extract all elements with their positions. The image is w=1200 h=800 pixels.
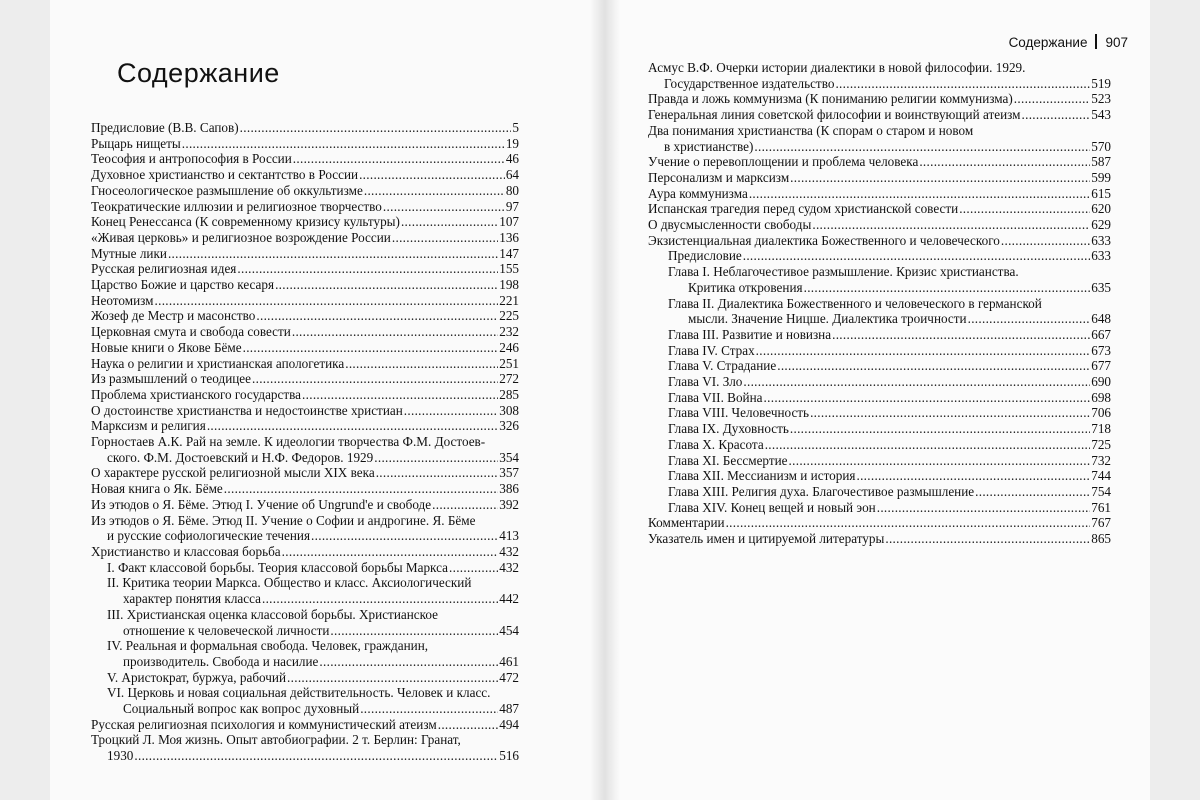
toc-page-number: 667	[1091, 326, 1111, 342]
dot-leader	[237, 261, 498, 277]
toc-entry-title-line: и русские софиологические течения	[107, 528, 311, 544]
toc-page-number: 326	[499, 418, 519, 434]
toc-entry[interactable]	[648, 421, 1111, 437]
toc-page-number: 487	[499, 701, 519, 717]
toc-page-number: 744	[1091, 468, 1111, 484]
toc-entry-title-line: Мутные лики	[91, 245, 167, 261]
dot-leader	[207, 418, 498, 434]
dot-leader	[438, 717, 499, 733]
toc-entry-title-line: I. Факт классовой борьбы. Теория классовой борьбы Маркса	[107, 559, 448, 575]
toc-entry-title-line: Социальный вопрос как вопрос духовный	[123, 701, 360, 717]
dot-leader	[968, 311, 1091, 327]
toc-page-number: 136	[499, 229, 519, 245]
toc-entry-title-line: Марксизм и религия	[91, 418, 206, 434]
toc-entry-title-line: Глава VIII. Человечность	[668, 405, 810, 421]
toc-entry[interactable]	[648, 296, 1111, 327]
toc-entry-title-line: Государственное издательство	[664, 75, 835, 91]
toc-entry[interactable]	[91, 387, 519, 403]
toc-page-number: 5	[512, 120, 519, 135]
toc-page-number: 413	[499, 528, 519, 544]
toc-entry[interactable]	[91, 434, 519, 465]
toc-entry-title-line: Из этюдов о Я. Бёме. Этюд II. Учение о Софии и андрогине. Я. Бёме	[91, 512, 476, 528]
toc-page-number: 494	[499, 716, 519, 732]
toc-entry-title-line: Генеральная линия советской философии и воинствующий атеизм	[648, 107, 1021, 123]
toc-entry[interactable]	[91, 607, 519, 638]
toc-entry[interactable]	[648, 468, 1111, 484]
toc-page-number: 232	[499, 324, 519, 340]
toc-entry-title-line: Глава V. Страдание	[668, 358, 777, 374]
toc-page-number: 633	[1091, 248, 1111, 264]
toc-entry[interactable]	[91, 356, 519, 372]
dot-leader	[743, 374, 1090, 390]
toc-entry[interactable]	[648, 374, 1111, 390]
toc-entry[interactable]	[91, 560, 519, 576]
toc-entry-title-line: характер понятия класса	[123, 591, 261, 607]
toc-entry[interactable]	[648, 154, 1111, 170]
toc-entry[interactable]	[91, 183, 519, 199]
dot-leader	[319, 654, 498, 670]
toc-page-number: 198	[499, 277, 519, 293]
toc-entry-title-line: II. Критика теории Маркса. Общество и класс. Аксиологический	[107, 575, 472, 591]
toc-page-number: 432	[499, 559, 519, 575]
toc-entry-title-line: Предисловие	[668, 248, 742, 264]
toc-page-number: 673	[1091, 342, 1111, 358]
dot-leader	[376, 465, 499, 481]
toc-page-number: 246	[499, 339, 519, 355]
dot-leader	[790, 170, 1090, 186]
toc-entry[interactable]	[91, 418, 519, 434]
toc-entry[interactable]	[648, 217, 1111, 233]
dot-leader	[764, 390, 1091, 406]
dot-leader	[756, 343, 1091, 359]
toc-page-number: 354	[499, 449, 519, 465]
toc-entry-title-line: IV. Реальная и формальная свобода. Человек, гражданин,	[107, 638, 429, 654]
toc-entry-title-line: Наука о религии и христианская апологетика	[91, 355, 345, 371]
toc-entry[interactable]	[648, 515, 1111, 531]
dot-leader	[877, 500, 1090, 516]
toc-page-number: 635	[1091, 279, 1111, 295]
dot-leader	[432, 497, 498, 513]
toc-entry[interactable]	[648, 358, 1111, 374]
toc-entry-title-line: VI. Церковь и новая социальная действительность. Человек и класс.	[107, 685, 491, 701]
dot-leader	[959, 201, 1090, 217]
dot-leader	[287, 670, 498, 686]
page-title: Содержание	[117, 58, 280, 88]
dot-leader	[262, 591, 498, 607]
toc-entry-title-line: Глава I. Неблагочестивое размышление. Кризис христианства.	[668, 264, 1019, 280]
toc-entry-title-line: Асмус В.Ф. Очерки истории диалектики в новой философии. 1929.	[648, 60, 1026, 75]
toc-entry-title-line: Новые книги о Якове Бёме	[91, 339, 242, 355]
toc-entry-title-line: О двусмысленности свободы	[648, 217, 812, 233]
toc-entry[interactable]	[91, 685, 519, 716]
header-title: Содержание	[1008, 35, 1088, 50]
toc-entry[interactable]	[91, 481, 519, 497]
dot-leader	[182, 136, 505, 152]
toc-entry[interactable]	[91, 403, 519, 419]
toc-entry-title-line: Теософия и антропософия в России	[91, 151, 292, 167]
toc-entry[interactable]	[91, 277, 519, 293]
dot-leader	[790, 421, 1090, 437]
dot-leader	[777, 358, 1090, 374]
toc-entry-title-line: ского. Ф.М. Достоевский и Н.Ф. Федоров. 1929	[107, 449, 374, 465]
dot-leader	[975, 484, 1090, 500]
toc-entry-title-line: Русская религиозная идея	[91, 261, 237, 277]
toc-entry[interactable]	[91, 167, 519, 183]
toc-page-number: 718	[1091, 421, 1111, 437]
toc-left-column	[91, 120, 519, 764]
dot-leader	[885, 531, 1090, 547]
toc-entry-title-line: Критика откровения	[688, 279, 803, 295]
toc-page-number: 587	[1091, 154, 1111, 170]
toc-entry[interactable]	[91, 293, 519, 309]
dot-leader	[812, 217, 1090, 233]
toc-entry[interactable]	[91, 308, 519, 324]
toc-entry[interactable]	[91, 120, 519, 136]
toc-entry-title-line: Неотомизм	[91, 292, 154, 308]
toc-entry-title-line: Рыцарь нищеты	[91, 135, 181, 151]
toc-entry[interactable]	[648, 343, 1111, 359]
toc-entry-title-line: Предисловие (В.В. Сапов)	[91, 120, 239, 135]
dot-leader	[330, 623, 498, 639]
toc-page-number: 155	[499, 261, 519, 277]
toc-entry-title-line: Духовное христианство и сектантство в России	[91, 167, 359, 183]
toc-entry-title-line: Из размышлений о теодицее	[91, 371, 252, 387]
toc-page-number: 648	[1091, 311, 1111, 327]
toc-page-number: 615	[1091, 185, 1111, 201]
toc-entry-title-line: Русская религиозная психология и коммунистический атеизм	[91, 716, 437, 732]
toc-entry[interactable]	[648, 91, 1111, 107]
toc-entry[interactable]	[648, 233, 1111, 249]
dot-leader	[804, 280, 1091, 296]
toc-entry[interactable]	[648, 327, 1111, 343]
toc-entry[interactable]	[91, 717, 519, 733]
dot-leader	[404, 403, 498, 419]
toc-entry[interactable]	[91, 230, 519, 246]
toc-page-number: 147	[499, 245, 519, 261]
toc-page-number: 251	[499, 355, 519, 371]
toc-page-number: 516	[499, 748, 519, 764]
toc-page-number: 570	[1091, 138, 1111, 154]
toc-entry-title-line: Два понимания христианства (К спорам о старом и новом	[648, 122, 974, 138]
toc-page-number: 454	[499, 622, 519, 638]
toc-entry[interactable]	[91, 324, 519, 340]
dot-leader	[275, 277, 498, 293]
toc-page-number: 432	[499, 543, 519, 559]
dot-leader	[726, 515, 1091, 531]
toc-entry[interactable]	[648, 437, 1111, 453]
toc-entry-title-line: Жозеф де Местр и масонство	[91, 308, 256, 324]
toc-entry[interactable]	[648, 453, 1111, 469]
dot-leader	[1022, 107, 1091, 123]
toc-entry-title-line: Глава IX. Духовность	[668, 421, 789, 437]
toc-entry[interactable]	[91, 732, 519, 763]
toc-entry[interactable]	[91, 199, 519, 215]
running-header	[1009, 34, 1128, 50]
toc-entry-title-line: Глава XIII. Религия духа. Благочестивое размышление	[668, 483, 975, 499]
dot-leader	[243, 340, 499, 356]
toc-entry[interactable]	[648, 248, 1111, 264]
toc-entry-title-line: Персонализм и марксизм	[648, 169, 790, 185]
toc-page-number: 272	[499, 371, 519, 387]
toc-entry-title-line: отношение к человеческой личности	[123, 622, 330, 638]
dot-leader	[810, 405, 1090, 421]
toc-entry-title-line: Аура коммунизма	[648, 185, 748, 201]
toc-entry-title-line: в христианстве)	[664, 138, 754, 154]
toc-entry-title-line: Церковная смута и свобода совести	[91, 324, 291, 340]
toc-page-number: 221	[499, 292, 519, 308]
toc-page-number: 19	[505, 135, 519, 151]
toc-entry-title-line: Учение о перевоплощении и проблема человека	[648, 154, 919, 170]
toc-page-number: 620	[1091, 201, 1111, 217]
toc-entry-title-line: Конец Ренессанса (К современному кризису культуры)	[91, 214, 400, 230]
toc-entry[interactable]	[91, 670, 519, 686]
toc-page-number: 629	[1091, 217, 1111, 233]
dot-leader	[743, 248, 1090, 264]
toc-entry-title-line: Глава II. Диалектика Божественного и человеческого в германской	[668, 295, 1042, 311]
toc-page-number: 754	[1091, 483, 1111, 499]
toc-page-number: 732	[1091, 452, 1111, 468]
toc-entry-title-line: Царство Божие и царство кесаря	[91, 277, 275, 293]
dot-leader	[360, 701, 498, 717]
toc-entry[interactable]	[648, 484, 1111, 500]
toc-page-number: 461	[499, 653, 519, 669]
toc-entry-title-line: Проблема христианского государства	[91, 386, 302, 402]
toc-entry[interactable]	[648, 123, 1111, 154]
toc-entry[interactable]	[91, 246, 519, 262]
toc-page-number: 761	[1091, 499, 1111, 515]
dot-leader	[765, 437, 1091, 453]
toc-page-number: 690	[1091, 374, 1111, 390]
dot-leader	[345, 356, 498, 372]
toc-entry[interactable]	[648, 405, 1111, 421]
toc-entry[interactable]	[648, 60, 1111, 91]
dot-leader	[155, 293, 499, 309]
toc-page-number: 46	[505, 151, 519, 167]
dot-leader	[359, 167, 505, 183]
toc-entry[interactable]	[91, 575, 519, 606]
toc-page-number: 80	[505, 182, 519, 198]
toc-entry-title-line: Теократические иллюзии и религиозное творчество	[91, 198, 382, 214]
header-page-number: 907	[1105, 35, 1128, 50]
toc-entry-title-line: О достоинстве христианства и недостоинстве христиан	[91, 402, 403, 418]
toc-page-number: 64	[505, 167, 519, 183]
dot-leader	[789, 453, 1091, 469]
book-gutter	[590, 0, 620, 800]
toc-entry-title-line: «Живая церковь» и религиозное возрождение России	[91, 229, 391, 245]
toc-entry-title-line: III. Христианская оценка классовой борьбы. Христианское	[107, 606, 438, 622]
toc-entry-title-line: Троцкий Л. Моя жизнь. Опыт автобиографии. 2 т. Берлин: Гранат,	[91, 732, 461, 748]
toc-page-number: 107	[499, 214, 519, 230]
dot-leader	[401, 214, 498, 230]
toc-entry-title-line: Новая книга о Як. Бёме	[91, 481, 223, 497]
dot-leader	[302, 387, 498, 403]
toc-entry-title-line: Глава III. Развитие и новизна	[668, 326, 832, 342]
toc-entry[interactable]	[91, 340, 519, 356]
dot-leader	[134, 748, 498, 764]
dot-leader	[383, 199, 505, 215]
toc-entry-title-line: Глава IV. Страх	[668, 342, 755, 358]
toc-entry-title-line: Глава XIV. Конец вещей и новый эон	[668, 499, 876, 515]
dot-leader	[282, 544, 499, 560]
dot-leader	[292, 324, 498, 340]
toc-entry[interactable]	[91, 136, 519, 152]
toc-entry-title-line: Христианство и классовая борьба	[91, 543, 281, 559]
toc-entry[interactable]	[648, 201, 1111, 217]
toc-entry-title-line: Правда и ложь коммунизма (К пониманию религии коммунизма)	[648, 91, 1013, 107]
toc-entry-title-line: Экзистенциальная диалектика Божественного и человеческого	[648, 232, 1000, 248]
dot-leader	[224, 481, 498, 497]
toc-page-number: 472	[499, 669, 519, 685]
toc-page-number: 392	[499, 496, 519, 512]
toc-entry[interactable]	[91, 214, 519, 230]
toc-entry-title-line: мысли. Значение Ницше. Диалектика троичности	[688, 311, 967, 327]
toc-page-number: 677	[1091, 358, 1111, 374]
dot-leader	[856, 468, 1090, 484]
dot-leader	[168, 246, 498, 262]
toc-entry-title-line: Горностаев А.К. Рай на земле. К идеологии творчества Ф.М. Достоев-	[91, 434, 486, 450]
toc-entry-title-line: Глава XI. Бессмертие	[668, 452, 788, 468]
toc-page-number: 725	[1091, 436, 1111, 452]
toc-entry[interactable]	[648, 107, 1111, 123]
dot-leader	[835, 76, 1090, 92]
dot-leader	[754, 139, 1090, 155]
dot-leader	[374, 450, 498, 466]
toc-entry-title-line: Глава VI. Зло	[668, 374, 743, 390]
toc-entry-title-line: Глава VII. Война	[668, 389, 763, 405]
toc-page-number: 357	[499, 465, 519, 481]
toc-entry[interactable]	[91, 513, 519, 544]
toc-entry[interactable]	[648, 531, 1111, 547]
toc-page-number: 308	[499, 402, 519, 418]
dot-leader	[364, 183, 505, 199]
toc-page-number: 523	[1091, 91, 1111, 107]
toc-page-number: 519	[1091, 75, 1111, 91]
toc-page-number: 633	[1091, 232, 1111, 248]
dot-leader	[1014, 91, 1090, 107]
toc-entry[interactable]	[648, 186, 1111, 202]
toc-entry[interactable]	[91, 638, 519, 669]
toc-entry[interactable]	[91, 151, 519, 167]
toc-page-number: 767	[1091, 515, 1111, 531]
toc-page-number: 97	[505, 198, 519, 214]
toc-entry[interactable]	[91, 544, 519, 560]
dot-leader	[240, 120, 512, 136]
toc-right-column	[648, 60, 1111, 547]
dot-leader	[919, 154, 1090, 170]
toc-entry-title-line: Указатель имен и цитируемой литературы	[648, 531, 885, 547]
dot-leader	[749, 186, 1090, 202]
toc-entry[interactable]	[91, 261, 519, 277]
toc-page-number: 698	[1091, 389, 1111, 405]
toc-entry-title-line: Комментарии	[648, 515, 725, 531]
toc-entry-title-line: Испанская трагедия перед судом христианской совести	[648, 201, 959, 217]
toc-entry-title-line: Из этюдов о Я. Бёме. Этюд I. Учение об Ungrund'е и свободе	[91, 496, 432, 512]
toc-page-number: 865	[1091, 531, 1111, 547]
toc-page-number: 285	[499, 386, 519, 402]
dot-leader	[256, 308, 498, 324]
toc-entry[interactable]	[648, 390, 1111, 406]
dot-leader	[1001, 233, 1090, 249]
toc-entry[interactable]	[91, 497, 519, 513]
toc-page-number: 442	[499, 591, 519, 607]
toc-entry[interactable]	[648, 500, 1111, 516]
toc-page-number: 386	[499, 481, 519, 497]
dot-leader	[311, 528, 498, 544]
toc-entry[interactable]	[91, 371, 519, 387]
toc-entry-title-line: Гносеологическое размышление об оккультизме	[91, 182, 363, 198]
toc-entry[interactable]	[648, 264, 1111, 295]
toc-entry[interactable]	[648, 170, 1111, 186]
toc-entry-title-line: 1930	[107, 748, 134, 764]
toc-entry-title-line: V. Аристократ, буржуа, рабочий	[107, 669, 287, 685]
toc-entry-title-line: Глава X. Красота	[668, 436, 764, 452]
dot-leader	[449, 560, 498, 576]
toc-entry-title-line: О характере русской религиозной мысли XIX века	[91, 465, 375, 481]
header-divider	[1095, 34, 1097, 49]
toc-entry-title-line: производитель. Свобода и насилие	[123, 653, 319, 669]
toc-entry[interactable]	[91, 465, 519, 481]
toc-page-number: 225	[499, 308, 519, 324]
toc-page-number: 706	[1091, 405, 1111, 421]
dot-leader	[392, 230, 498, 246]
toc-entry-title-line: Глава XII. Мессианизм и история	[668, 468, 856, 484]
dot-leader	[252, 371, 498, 387]
dot-leader	[293, 151, 505, 167]
toc-page-number: 543	[1091, 107, 1111, 123]
toc-page-number: 599	[1091, 169, 1111, 185]
dot-leader	[832, 327, 1090, 343]
